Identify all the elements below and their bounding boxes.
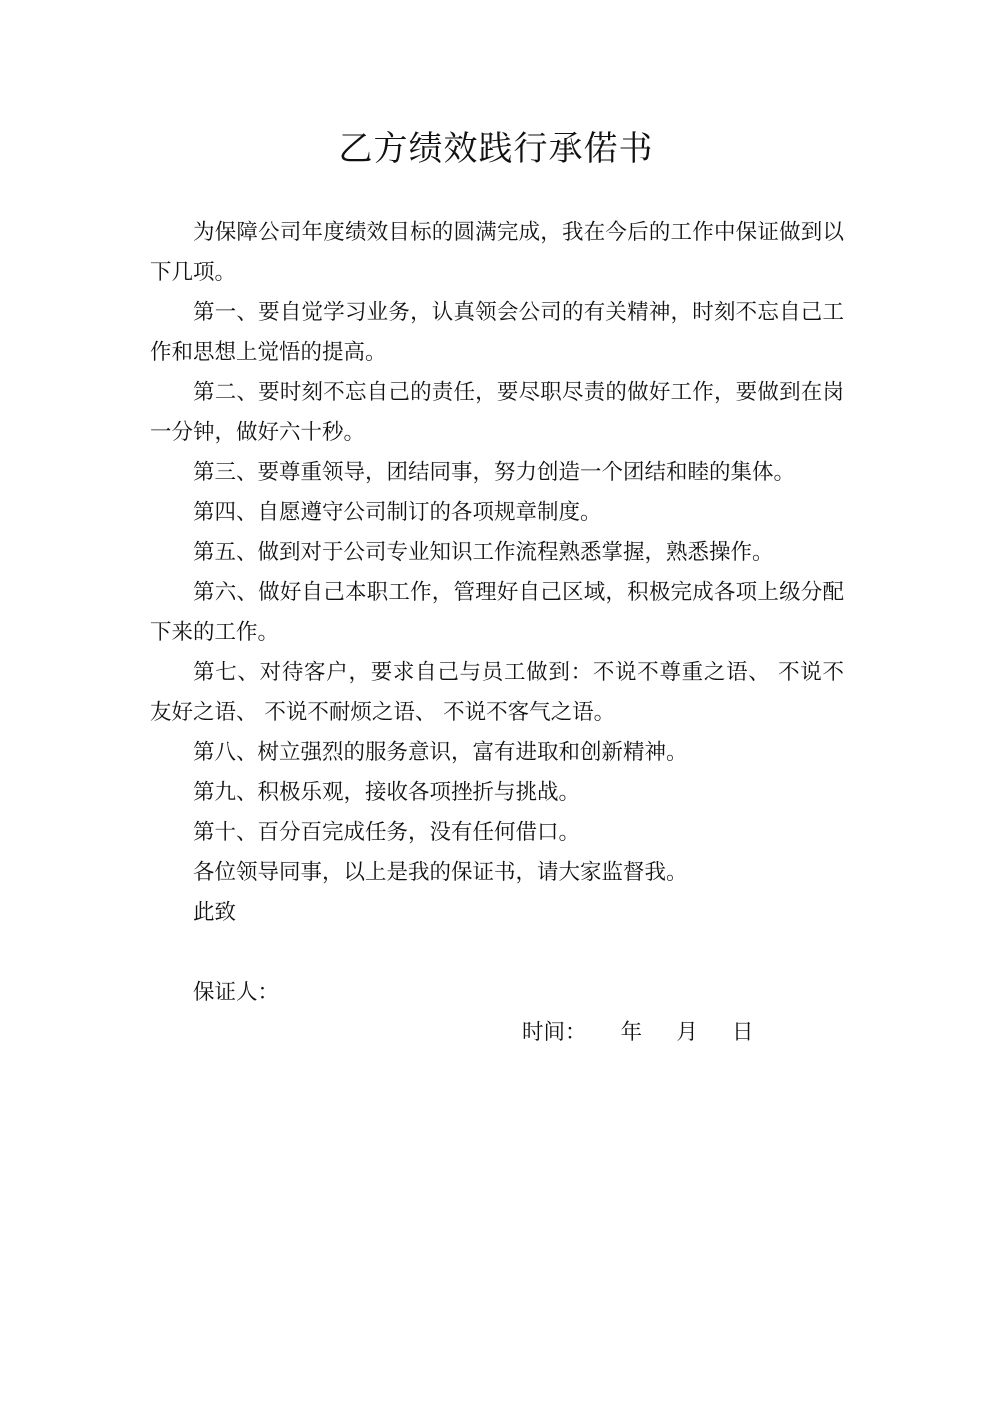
paragraph-item-3: 第三、要尊重领导，团结同事，努力创造一个团结和睦的集体。 bbox=[193, 460, 796, 485]
document-body bbox=[150, 213, 844, 1053]
document-title: 乙方绩效践行承偌书 bbox=[338, 129, 654, 169]
paragraph-closing: 各位领导同事，以上是我的保证书，请大家监督我。 bbox=[193, 860, 688, 885]
blank-line bbox=[150, 933, 844, 973]
paragraph-item-2: 第二、要时刻不忘自己的责任，要尽职尽责的做好工作，要做到在岗一分钟，做好六十秒。 bbox=[150, 380, 844, 445]
paragraph-item-8: 第八、树立强烈的服务意识，富有进取和创新精神。 bbox=[193, 740, 688, 765]
paragraph-item-7: 第七、对待客户，要求自己与员工做到：不说不尊重之语、 不说不友好之语、 不说不耐烦之语、 不说不客气之语。 bbox=[150, 660, 844, 725]
paragraph-item-4: 第四、自愿遵守公司制订的各项规章制度。 bbox=[193, 500, 602, 525]
paragraph-item-6: 第六、做好自己本职工作，管理好自己区域，积极完成各项上级分配下来的工作。 bbox=[150, 580, 844, 645]
signer-label: 保证人： bbox=[193, 980, 280, 1005]
paragraph-intro: 为保障公司年度绩效目标的圆满完成，我在今后的工作中保证做到以下几项。 bbox=[150, 220, 844, 285]
paragraph-salutation: 此致 bbox=[193, 900, 237, 925]
paragraph-item-10: 第十、百分百完成任务，没有任何借口。 bbox=[193, 820, 581, 845]
date-line: 时间： 年 月 日 bbox=[522, 1020, 754, 1045]
paragraph-item-9: 第九、积极乐观，接收各项挫折与挑战。 bbox=[193, 780, 581, 805]
paragraph-item-5: 第五、做到对于公司专业知识工作流程熟悉掌握，熟悉操作。 bbox=[193, 540, 774, 565]
paragraph-item-1: 第一、要自觉学习业务，认真领会公司的有关精神，时刻不忘自己工作和思想上觉悟的提高。 bbox=[150, 300, 844, 365]
